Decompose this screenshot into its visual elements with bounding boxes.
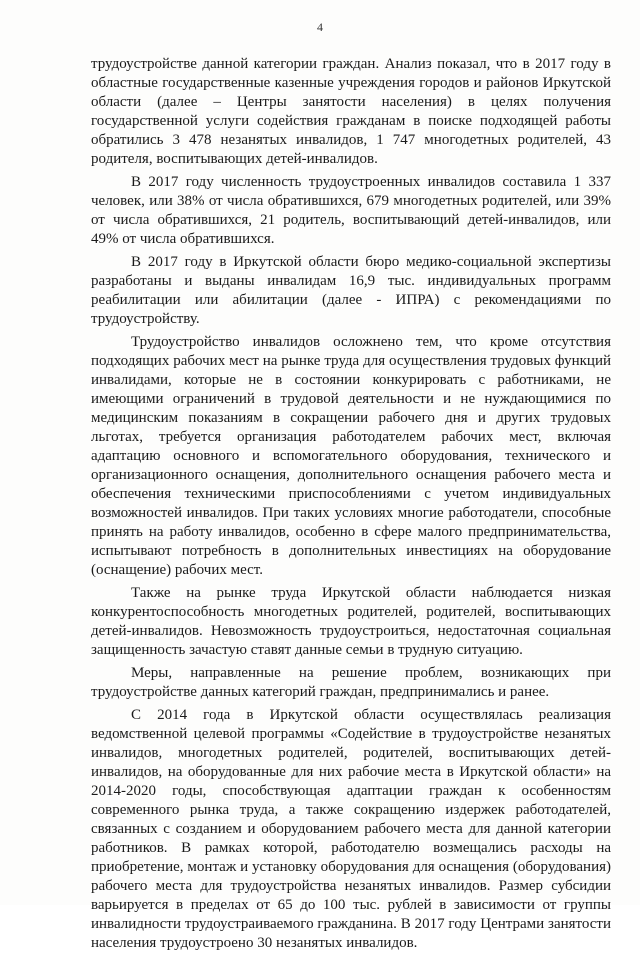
paragraph-ipra: В 2017 году в Иркутской области бюро медико-социальной экспертизы разработаны и выданы инвалидам 16,9 тыс. индивидуальных программ реабилитации или абилитации (далее - ИПРА) с рекомендациями по трудоустройству.: [91, 254, 611, 327]
paragraph-measures: Меры, направленные на решение проблем, возникающих при трудоустройстве данных категорий граждан, предпринимались и ранее.: [91, 665, 611, 700]
page-number: 4: [317, 20, 323, 34]
paragraph-continuation: трудоустройстве данной категории граждан. Анализ показал, что в 2017 году в областные государственные казенные учреждения городов и районов Иркутской области (далее – Центры занятости населения) в целях получения государственной услуги содействия гражданам в поиске подходящей работы обратились 3 478 незанятых инвалидов, 1 747 многодетных родителей, 43 родителя, воспитывающих детей-инвалидов.: [91, 56, 611, 167]
document-body: [91, 55, 611, 957]
paragraph-employment-difficulties: Трудоустройство инвалидов осложнено тем, что кроме отсутствия подходящих рабочих мест на рынке труда для осуществления трудовых функций инвалидами, которые не в состоянии конкурировать с работниками, не имеющими ограничений в трудовой деятельности и не нуждающимися по медицинским показаниям в сокращении рабочего дня и других трудовых льготах, требуется организация работодателем рабочих мест, включая адаптацию основного и вспомогательного оборудования, технического и организационного оснащения, дополнительного оснащения рабочего места и обеспечения техническими приспособлениями с учетом индивидуальных возможностей инвалидов. При таких условиях многие работодатели, способные принять на работу инвалидов, особенно в сфере малого предпринимательства, испытывают потребность в дополнительных инвестициях на оборудование (оснащение) рабочих мест.: [91, 334, 611, 578]
paragraph-employment-stats: В 2017 году численность трудоустроенных инвалидов составила 1 337 человек, или 38% от числа обратившихся, 679 многодетных родителей, или 39% от числа обратившихся, 21 родитель, воспитывающий детей-инвалидов, или 49% от числа обратившихся.: [91, 174, 611, 247]
paragraph-competitiveness: Также на рынке труда Иркутской области наблюдается низкая конкурентоспособность многодетных родителей, родителей, воспитывающих детей-инвалидов. Невозможность трудоустроиться, недостаточная социальная защищенность зачастую ставят данные семьи в трудную ситуацию.: [91, 585, 611, 658]
paragraph-program: С 2014 года в Иркутской области осуществлялась реализация ведомственной целевой программы «Содействие в трудоустройстве незанятых инвалидов, многодетных родителей, родителей, воспитывающих детей-инвалидов, на оборудованные для них рабочие места в Иркутской области» на 2014-2020 годы, способствующая адаптации граждан к особенностям современного рынка труда, а также сокращению издержек работодателей, связанных с созданием и оборудованием рабочего места для данной категории работников. В рамках которой, работодателю возмещались расходы на приобретение, монтаж и установку оборудования для оснащения (оборудования) рабочего места для трудоустройства незанятых инвалидов. Размер субсидии варьируется в пределах от 65 до 100 тыс. рублей в зависимости от группы инвалидности трудоустраиваемого гражданина. В 2017 году Центрами занятости населения трудоустроено 30 незанятых инвалидов.: [91, 707, 611, 951]
